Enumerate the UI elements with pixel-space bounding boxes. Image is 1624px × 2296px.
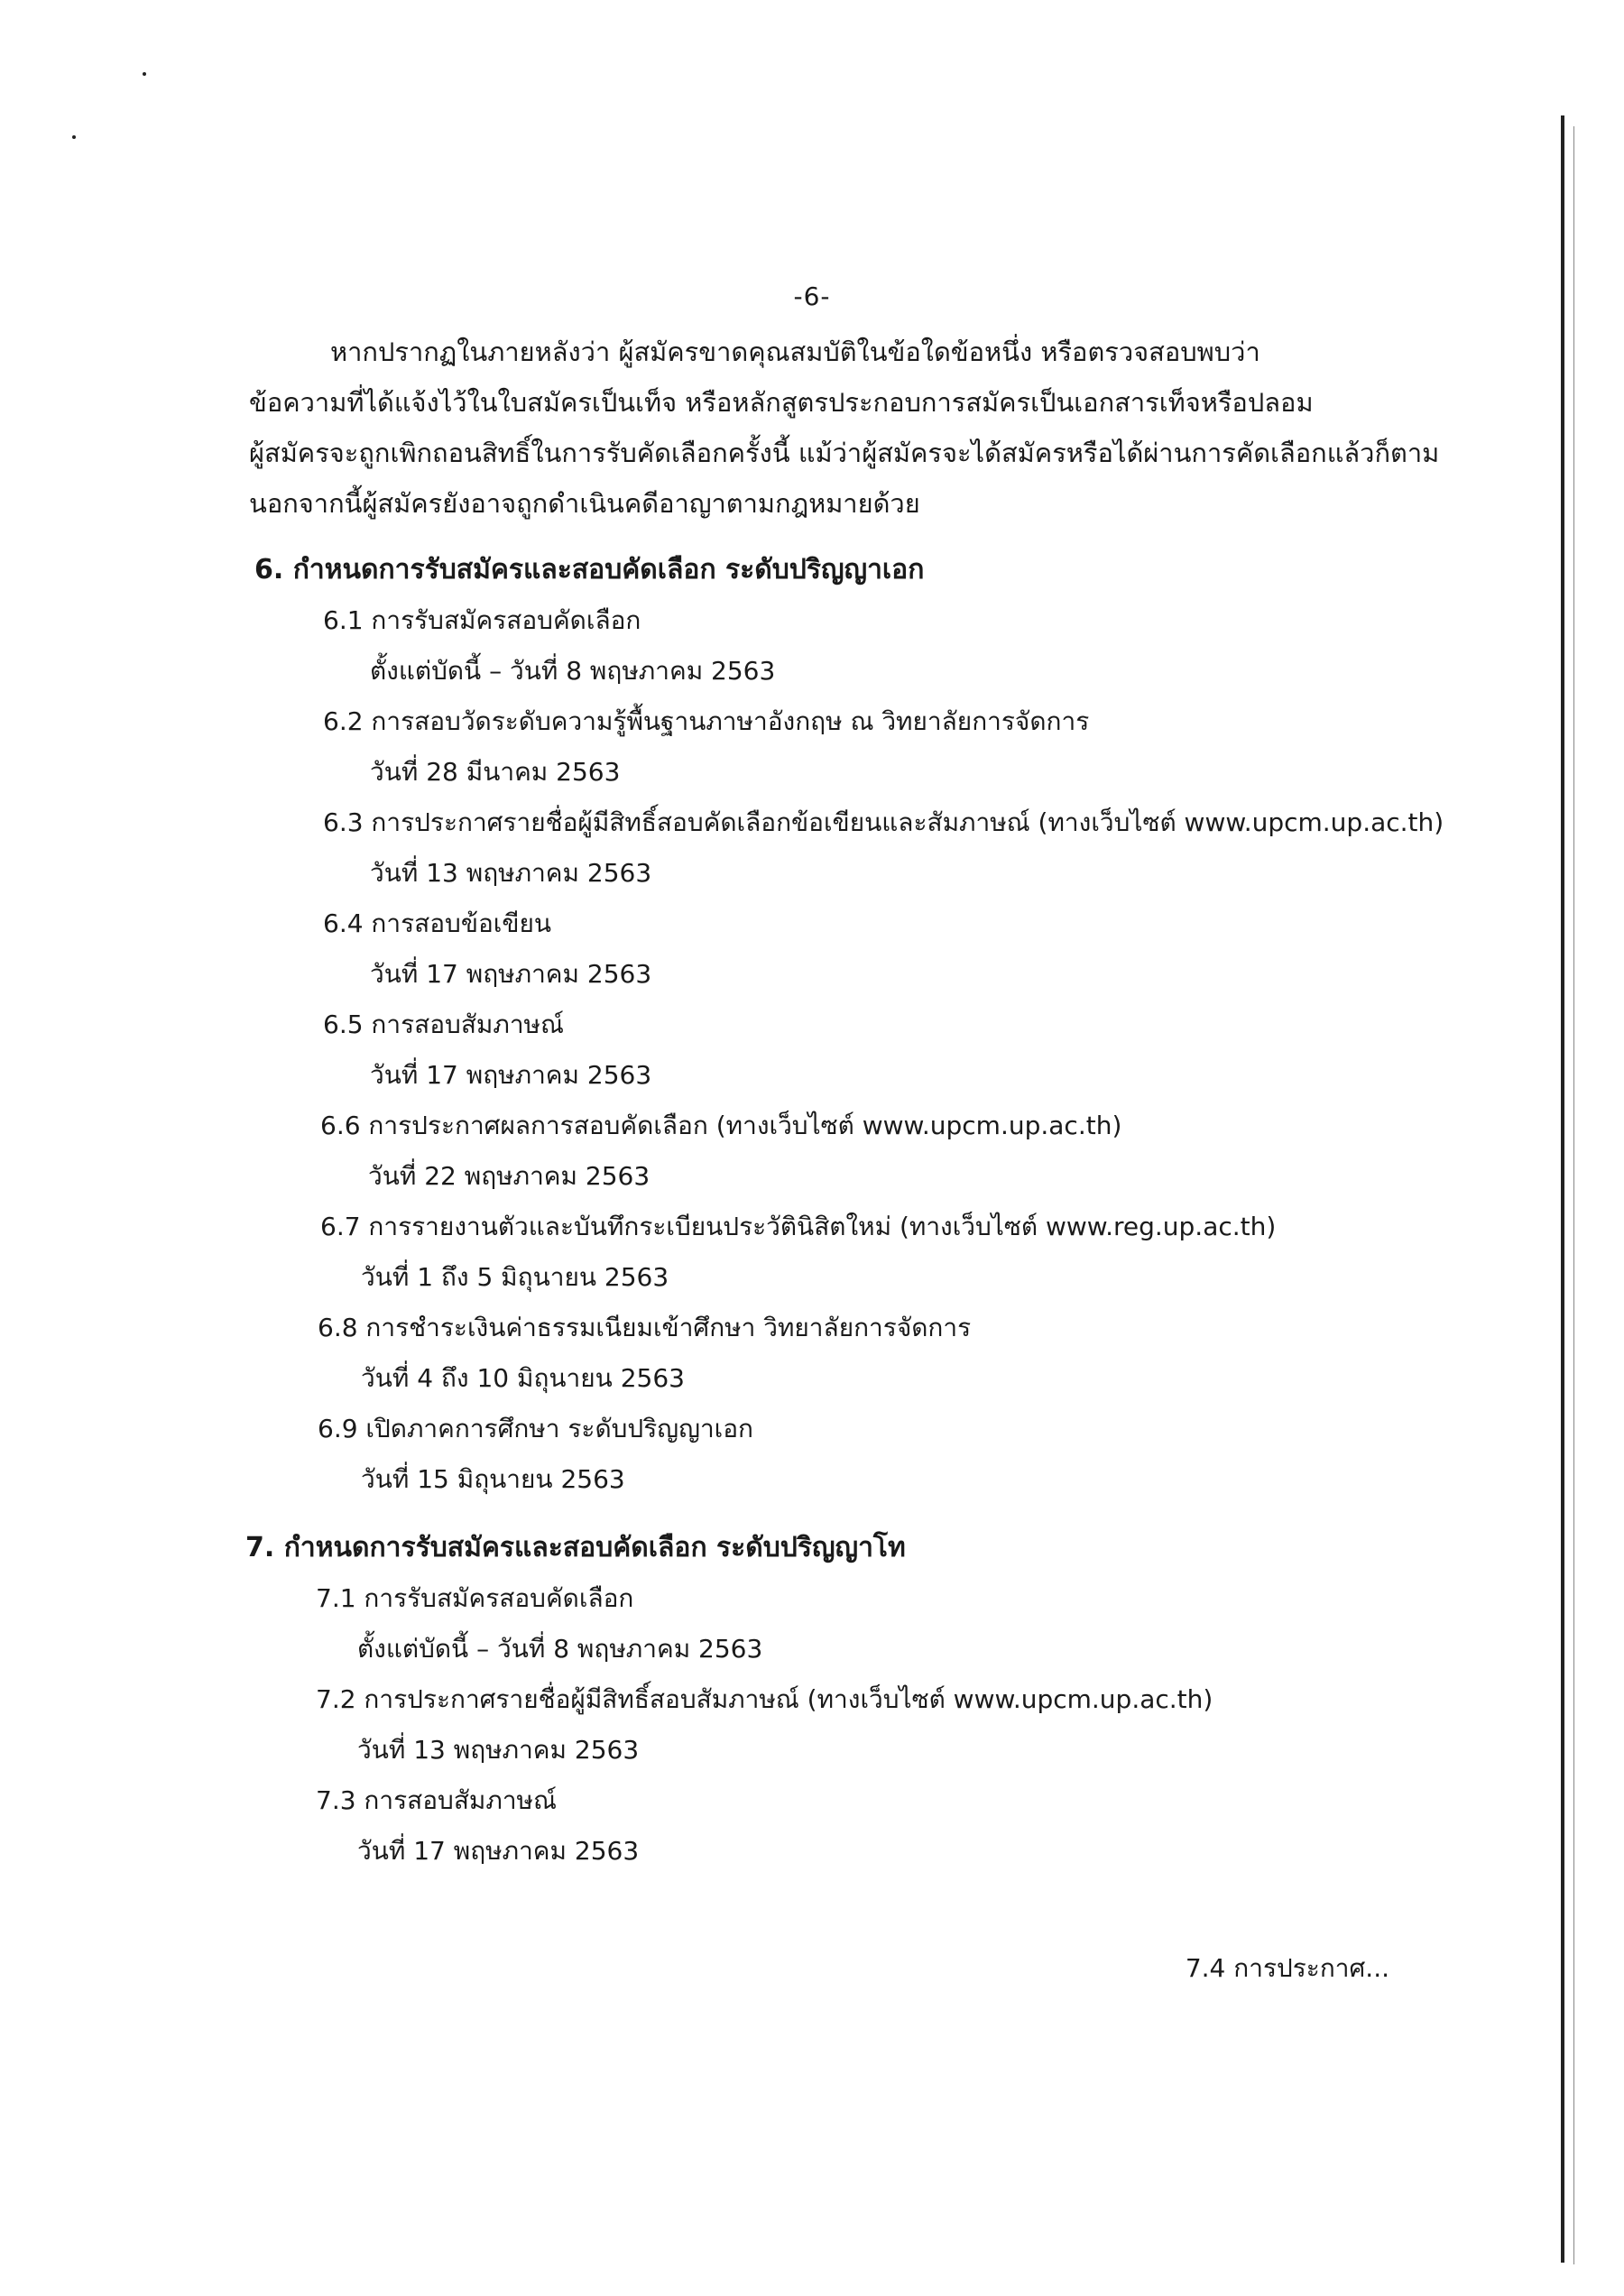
schedule-item-title: 6.5 การสอบสัมภาษณ์ — [323, 1010, 564, 1039]
schedule-item-date: วันที่ 13 พฤษภาคม 2563 — [357, 1735, 640, 1765]
scan-border-line-faint — [1573, 126, 1574, 2264]
paragraph-line: ผู้สมัครจะถูกเพิกถอนสิทธิ์ในการรับคัดเลือกครั้งนี้ แม้ว่าผู้สมัครจะได้สมัครหรือได้ผ่านการคัดเลือกแล้วก็ตาม — [249, 438, 1440, 468]
schedule-item-title: 7.2 การประกาศรายชื่อผู้มีสิทธิ์สอบสัมภาษณ์ (ทางเว็บไซต์ www.upcm.up.ac.th) — [316, 1684, 1213, 1714]
schedule-item-date: วันที่ 17 พฤษภาคม 2563 — [357, 1836, 640, 1866]
schedule-item-date: ตั้งแต่บัดนี้ – วันที่ 8 พฤษภาคม 2563 — [357, 1634, 763, 1664]
paragraph-line: ข้อความที่ได้แจ้งไว้ในใบสมัครเป็นเท็จ หรือหลักสูตรประกอบการสมัครเป็นเอกสารเท็จหรือปลอม — [249, 387, 1314, 418]
scan-speck — [72, 135, 76, 139]
paragraph-line: นอกจากนี้ผู้สมัครยังอาจถูกดำเนินคดีอาญาตามกฎหมายด้วย — [249, 488, 920, 519]
schedule-item-date: วันที่ 28 มีนาคม 2563 — [370, 757, 621, 787]
paragraph-line: หากปรากฏในภายหลังว่า ผู้สมัครขาดคุณสมบัติในข้อใดข้อหนึ่ง หรือตรวจสอบพบว่า — [330, 337, 1260, 367]
schedule-item-title: 6.3 การประกาศรายชื่อผู้มีสิทธิ์สอบคัดเลือกข้อเขียนและสัมภาษณ์ (ทางเว็บไซต์ www.upcm.up.ac.th) — [323, 807, 1444, 837]
schedule-item-date: วันที่ 17 พฤษภาคม 2563 — [370, 1060, 652, 1090]
intro-paragraph — [249, 327, 1440, 529]
schedule-item-date: วันที่ 1 ถึง 5 มิถุนายน 2563 — [361, 1262, 669, 1292]
schedule-item-date: วันที่ 15 มิถุนายน 2563 — [361, 1464, 625, 1494]
schedule-item-date: ตั้งแต่บัดนี้ – วันที่ 8 พฤษภาคม 2563 — [370, 656, 776, 686]
scan-border-line — [1561, 115, 1564, 2263]
section-7-title: 7. กำหนดการรับสมัครและสอบคัดเลือก ระดับปริญญาโท — [245, 1532, 906, 1563]
section-6-title: 6. กำหนดการรับสมัครและสอบคัดเลือก ระดับปริญญาเอก — [254, 554, 925, 586]
schedule-item-title: 7.3 การสอบสัมภาษณ์ — [316, 1785, 557, 1815]
schedule-item-title: 7.1 การรับสมัครสอบคัดเลือก — [316, 1583, 634, 1613]
schedule-item-title: 6.7 การรายงานตัวและบันทึกระเบียนประวัตินิสิตใหม่ (ทางเว็บไซต์ www.reg.up.ac.th) — [320, 1212, 1277, 1241]
schedule-item-title: 6.9 เปิดภาคการศึกษา ระดับปริญญาเอก — [318, 1414, 754, 1443]
schedule-item-date: วันที่ 13 พฤษภาคม 2563 — [370, 858, 652, 888]
schedule-item-date: วันที่ 17 พฤษภาคม 2563 — [370, 959, 652, 989]
schedule-item-date: วันที่ 22 พฤษภาคม 2563 — [368, 1161, 651, 1191]
schedule-item-date: วันที่ 4 ถึง 10 มิถุนายน 2563 — [361, 1363, 685, 1393]
schedule-item-title: 6.6 การประกาศผลการสอบคัดเลือก (ทางเว็บไซต์ www.upcm.up.ac.th) — [320, 1111, 1122, 1140]
schedule-item-title: 6.2 การสอบวัดระดับความรู้พื้นฐานภาษาอังกฤษ ณ วิทยาลัยการจัดการ — [323, 706, 1090, 736]
page-number: -6- — [793, 281, 831, 311]
continuation-note: 7.4 การประกาศ... — [1185, 1953, 1389, 1983]
scan-speck — [143, 72, 146, 76]
schedule-item-title: 6.8 การชำระเงินค่าธรรมเนียมเข้าศึกษา วิทยาลัยการจัดการ — [318, 1313, 972, 1342]
schedule-item-title: 6.1 การรับสมัครสอบคัดเลือก — [323, 605, 641, 635]
schedule-item-title: 6.4 การสอบข้อเขียน — [323, 908, 552, 938]
